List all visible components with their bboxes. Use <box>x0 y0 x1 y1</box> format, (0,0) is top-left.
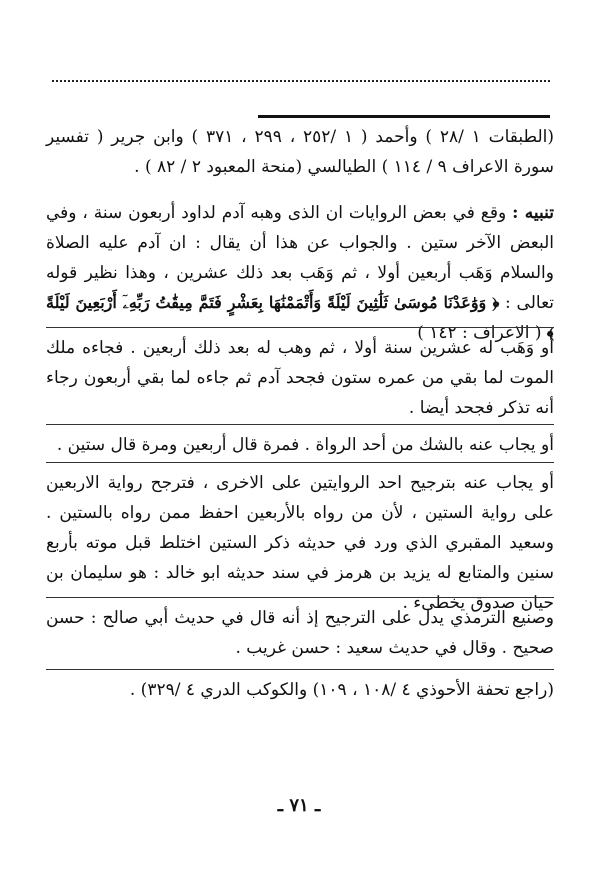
tanbih-label: تنبيه : <box>512 203 555 223</box>
dotted-divider <box>52 80 550 82</box>
paragraph: أو يجاب عنه بالشك من أحد الرواة . فمرة قال أربعين ومرة قال ستين . <box>56 435 554 455</box>
tanbih-text: وقع في بعض الروايات ان الذى وهبه آدم لداود أربعون سنة ، وفي البعض الآخر ستين . والجواب عن هذا أن يقال : ان آدم عليه الصلاة والسلام وَهَب أربعين أولا ، ثم وَهَب بعد ذلك عشرين ، وهذا نظير قوله تعالى : <box>46 203 555 313</box>
verse-reference: ( الاعراف : ١٤٢ ) <box>417 323 542 343</box>
page-number: ـ ٧١ ـ <box>277 795 321 816</box>
footnote-divider <box>258 115 550 118</box>
paragraph-separator <box>46 462 554 463</box>
paragraph-separator <box>46 597 554 598</box>
paragraph-separator <box>46 327 554 328</box>
quran-verse: ﴿ وَوَٰعَدْنَا مُوسَىٰ ثَلَٰثِينَ لَيْلَةً وَأَتْمَمْنَٰهَا بِعَشْرٍ فَتَمَّ مِيقَٰتُ رَبِّهِۦٓ أَرْبَعِينَ لَيْلَةً ﴾ <box>46 293 554 342</box>
paragraph: أو يجاب عنه بترجيح احد الروايتين على الاخرى ، فترجح رواية الاربعين على رواية الستين ، لأن من رواه بالأربعين احفظ ممن رواه بالستين . وسعيد المقبري الذي ورد في حديثه ذكر الستين اختلط قبل موته بأربع سنين والمتابع له يزيد بن هرمز في سند حديثه ابو خالد : هو سليمان بن حيان صدوق يخطىء . <box>46 473 554 613</box>
tanbih-paragraph <box>46 198 554 348</box>
paragraph-separator <box>46 669 554 670</box>
paragraph: وصنيع الترمذي يدل على الترجيح إذ أنه قال في حديث أبي صالح : حسن صحيح . وقال في حديث سعيد : حسن غريب . <box>46 608 554 658</box>
paragraph-separator <box>46 424 554 425</box>
paragraph: أو وَهَب له عشرين سنة أولا ، ثم وهب له بعد ذلك أربعين . فجاءه ملك الموت لما بقي من عمره ستون فجحد آدم ثم جاءه لما بقي أربعون رجاء أنه تذكر فجحد أيضا . <box>46 338 554 418</box>
footnote-citation: (الطبقات ١ /٢٨ ) وأحمد ( ١ /٢٥٢ ، ٢٩٩ ، ٣٧١ ) وابن جرير ( تفسير سورة الاعراف ٩ / ١١٤ ) الطيالسي (منحة المعبود ٢ / ٨٢ ) . <box>46 127 554 177</box>
reference-paragraph: (راجع تحفة الأحوذي ٤ /١٠٨ ، ١٠٩) والكوكب الدري ٤ /٣٢٩) . <box>129 680 554 700</box>
